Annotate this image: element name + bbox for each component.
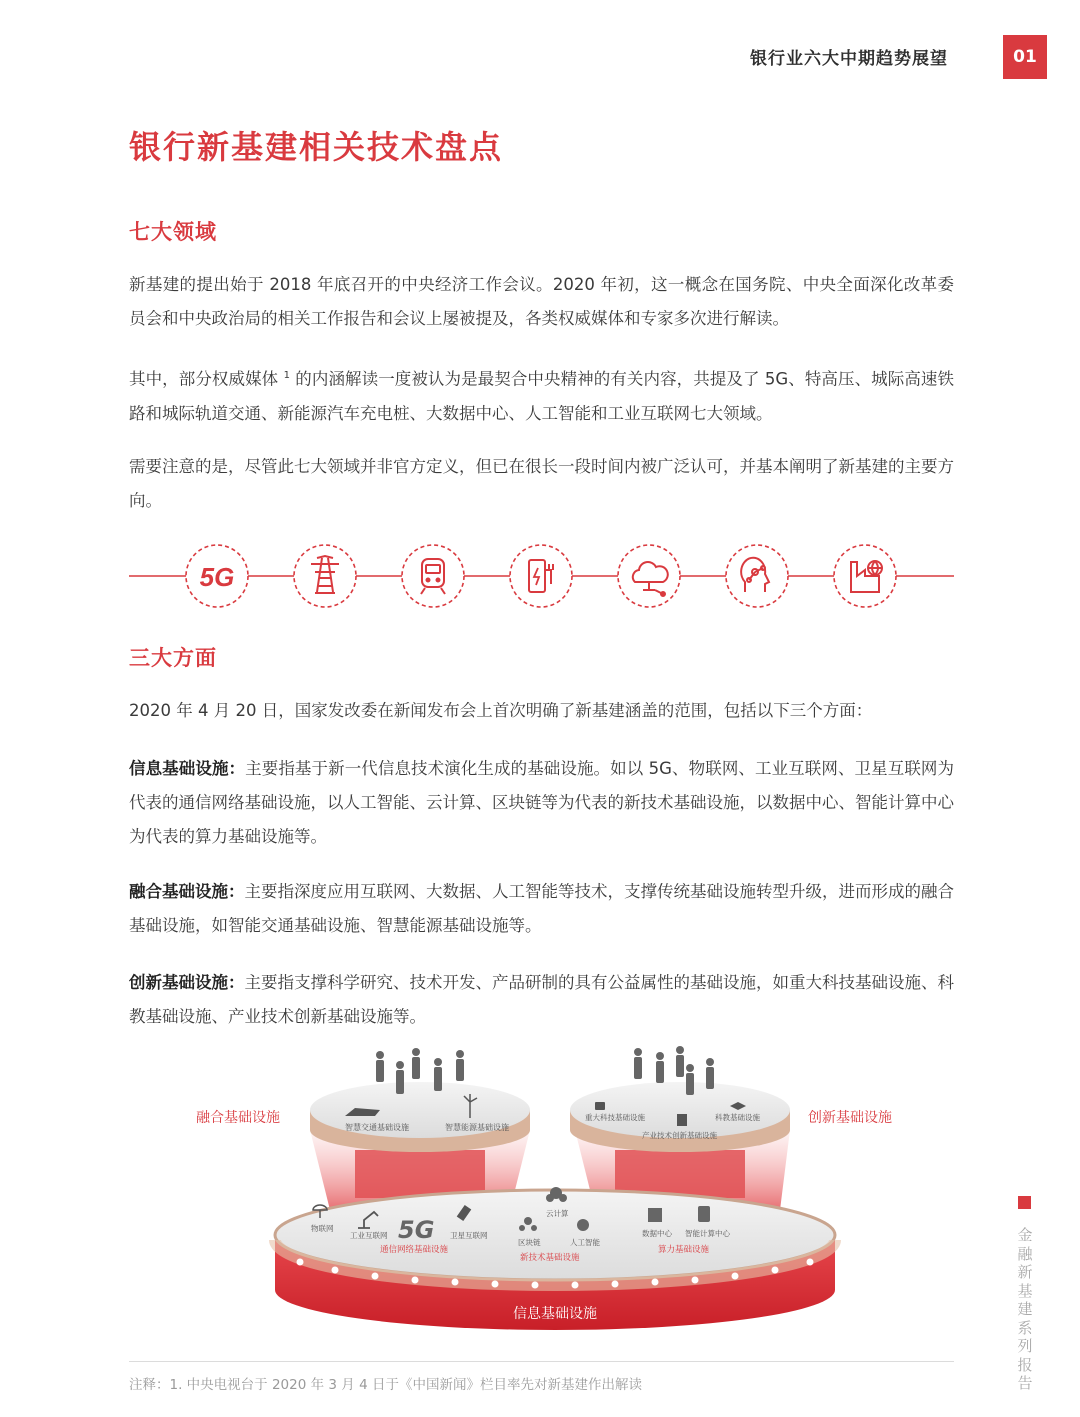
diagram-right-label: 创新基础设施 bbox=[808, 1110, 892, 1126]
side-marker bbox=[1018, 1196, 1031, 1209]
base-item-smart-computing: 智能计算中心 bbox=[685, 1229, 730, 1238]
section-title-seven-fields: 七大领域 bbox=[129, 220, 217, 244]
paragraph-origin: 新基建的提出始于 2018 年底召开的中央经济工作会议。2020 年初，这一概念在国务院、中央全面深化改革委员会和中央政治局的相关工作报告和会议上屡被提及，各类权威媒体和专家多次进行解读。 bbox=[129, 275, 954, 328]
paragraph-seven-fields: 其中，部分权威媒体 $^1$ 的内涵解读一度被认为是最契合中央精神的有关内容，共提及了 5G、特高压、城际高速铁路和城际轨道交通、新能源汽车充电桩、大数据中心、人工智能和工业互联网七大领域。 bbox=[129, 369, 955, 423]
5g-icon-label: 5G bbox=[199, 562, 235, 592]
footnote-ref: 1 bbox=[283, 370, 290, 381]
datacenter-icon bbox=[648, 1208, 662, 1222]
ai-head-icon bbox=[726, 545, 788, 607]
base-platform-label: 信息基础设施 bbox=[513, 1306, 597, 1322]
right-item-industry: 产业技术创新基础设施 bbox=[642, 1131, 717, 1140]
base-item-industrial-internet: 工业互联网 bbox=[350, 1231, 388, 1240]
uhv-tower-icon bbox=[294, 545, 356, 607]
base-group-network: 通信网络基础设施 bbox=[380, 1245, 449, 1255]
section-title-three-aspects: 三大方面 bbox=[129, 646, 217, 670]
paragraph-note: 需要注意的是，尽管此七大领域并非官方定义，但已在很长一段时间内被广泛认可，并基本阐明了新基建的主要方向。 bbox=[129, 457, 954, 510]
paragraph-scope-intro: 2020 年 4 月 20 日，国家发改委在新闻发布会上首次明确了新基建涵盖的范围，包括以下三个方面： bbox=[129, 701, 873, 720]
building-icon bbox=[677, 1114, 687, 1126]
series-side-label: 金融新基建系列报告 bbox=[1017, 1226, 1033, 1392]
page-title: 银行新基建相关技术盘点 bbox=[129, 128, 504, 166]
paragraph-innovation-infrastructure: 创新基础设施：主要指支撑科学研究、技术开发、产品研制的具有公益属性的基础设施，如重大科技基础设施、科教基础设施、产业技术创新基础设施等。 bbox=[129, 973, 954, 1026]
base-item-satellite: 卫星互联网 bbox=[450, 1231, 488, 1240]
paragraph-info-infrastructure: 信息基础设施：主要指基于新一代信息技术演化生成的基础设施。如以 5G、物联网、工业互联网、卫星互联网为代表的通信网络基础设施，以人工智能、云计算、区块链等为代表的新技术基础设施，以数据中心、智能计算中心为代表的算力基础设施等。 bbox=[129, 759, 954, 846]
paragraph-fusion-infrastructure: 融合基础设施：主要指深度应用互联网、大数据、人工智能等技术，支撑传统基础设施转型升级，进而形成的融合基础设施，如智能交通基础设施、智慧能源基础设施等。 bbox=[129, 882, 954, 935]
right-item-edu: 科教基础设施 bbox=[715, 1113, 760, 1122]
smart-computing-icon bbox=[698, 1206, 710, 1222]
base-group-computing: 算力基础设施 bbox=[658, 1245, 710, 1255]
5g-icon bbox=[186, 545, 248, 607]
header-title: 银行业六大中期趋势展望 bbox=[750, 49, 948, 69]
base-item-datacenter: 数据中心 bbox=[642, 1229, 672, 1238]
footnote-divider bbox=[129, 1361, 954, 1362]
page-number: 01 bbox=[1003, 35, 1047, 79]
base-5g-label: 5G bbox=[398, 1216, 435, 1244]
diagram-left-label: 融合基础设施 bbox=[196, 1110, 280, 1126]
base-item-blockchain: 区块链 bbox=[518, 1238, 541, 1247]
ai-small-icon bbox=[577, 1219, 589, 1231]
right-item-major-sci: 重大科技基础设施 bbox=[585, 1113, 645, 1122]
cloud-data-center-icon bbox=[618, 545, 680, 607]
charging-pile-icon bbox=[510, 545, 572, 607]
base-item-ai: 人工智能 bbox=[570, 1238, 600, 1247]
industrial-internet-icon bbox=[834, 545, 896, 607]
robot-icon bbox=[595, 1102, 605, 1110]
term-innovation-infrastructure: 创新基础设施： bbox=[129, 973, 245, 992]
base-group-newtech: 新技术基础设施 bbox=[520, 1253, 580, 1263]
term-fusion-infrastructure: 融合基础设施： bbox=[129, 882, 245, 901]
train-icon bbox=[402, 545, 464, 607]
seven-fields-icon-strip bbox=[129, 538, 954, 618]
infrastructure-diagram bbox=[180, 1040, 940, 1345]
base-item-cloud: 云计算 bbox=[546, 1209, 569, 1218]
term-info-infrastructure: 信息基础设施： bbox=[129, 759, 246, 778]
footnote: 注释：1. 中央电视台于 2020 年 3 月 4 日于《中国新闻》栏目率先对新基建作出解读 bbox=[129, 1377, 642, 1393]
left-item-energy: 智慧能源基础设施 bbox=[445, 1123, 509, 1132]
base-item-iot: 物联网 bbox=[311, 1224, 334, 1233]
left-item-transport: 智慧交通基础设施 bbox=[345, 1123, 409, 1132]
